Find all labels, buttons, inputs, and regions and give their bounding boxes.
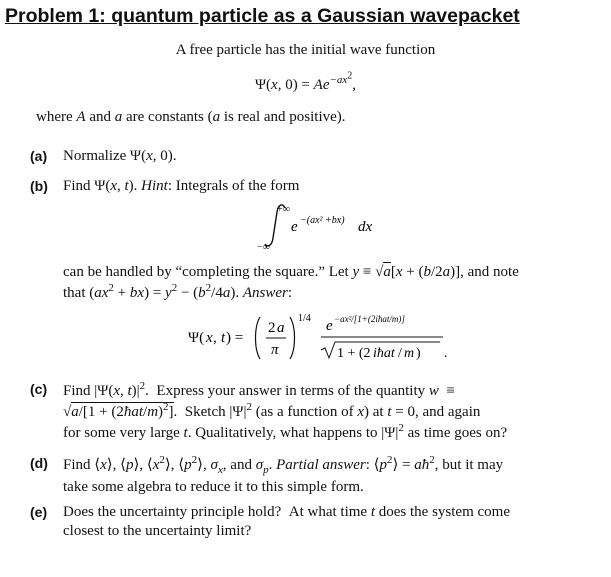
svg-text:e: e: [291, 219, 298, 235]
svg-text:m: m: [404, 346, 415, 361]
part-c-text: Find |Ψ(x, $t)|^2$. Express your answer in terms of the quantity w ≡ √a/[1 + (2ħat/m)$^2$]. Sketch $|\Psi|^2$ (as a function of x) at t = 0, and again for some very large t. Qualitatively, what happens to $|\Psi|^2$ as time goes on?: [63, 380, 508, 441]
svg-text:π: π: [271, 342, 279, 358]
svg-text:−(ax² +bx): −(ax² +bx): [300, 215, 345, 226]
svg-text:e: e: [326, 318, 333, 334]
svg-text:,: ,: [213, 330, 217, 346]
svg-text:) =: ) =: [226, 330, 244, 346]
part-b-followup-2: that $(ax^2 + bx) = y^2 - (b^2/4a)$. Answer:: [63, 282, 293, 301]
part-a-text: Normalize Ψ(x, 0).: [63, 148, 177, 164]
svg-text:2: 2: [268, 320, 276, 336]
intro-sentence: A free particle has the initial wave function: [175, 42, 436, 58]
svg-text:iħat: iħat: [373, 346, 395, 361]
part-e: [30, 503, 575, 541]
svg-text:.: .: [444, 346, 448, 361]
part-c: [30, 380, 575, 442]
page-title: Problem 1: quantum particle as a Gaussian wavepacket: [5, 5, 520, 27]
initial-wavefunction-equation: [0, 70, 611, 94]
part-d: [30, 454, 575, 497]
svg-text:1/4: 1/4: [298, 313, 311, 324]
part-b-text: Find Ψ(x, t). Hint: Integrals of the form: [63, 178, 300, 194]
svg-text:−ax²/[1+(2iħat/m)]: −ax²/[1+(2iħat/m)]: [334, 314, 405, 324]
part-e-text: Does the uncertainty principle hold? At what time t does the system come closest to the uncertainty limit?: [63, 504, 510, 539]
svg-text:/: /: [398, 346, 402, 361]
part-e-label: (e): [30, 504, 48, 520]
part-b-answer: [188, 309, 458, 365]
part-b-followup-1: can be handled by “completing the square.” Let y ≡ √a[x + (b/2a)], and note: [63, 264, 519, 280]
initial-equation-display: Ψ(x, $0) = Ae^{-ax^2}$,: [254, 70, 357, 93]
part-d-text: Find ⟨x⟩, ⟨p⟩, $⟨x^2⟩$, $⟨p^2⟩$, $\sigma_x$, and $\sigma_p$. Partial answer: $⟨p^2⟩$ = $aħ^2$, but it may take some algebra to reduce it to this simple form.: [63, 454, 504, 495]
svg-text:−∞: −∞: [257, 242, 270, 252]
constants-text: where A and a are constants (a is real and positive).: [36, 109, 346, 125]
part-a-label: (a): [30, 148, 48, 164]
part-d-label: (d): [30, 455, 48, 471]
svg-text:x: x: [206, 330, 213, 346]
svg-text:): ): [416, 346, 421, 361]
svg-text:+∞: +∞: [277, 204, 290, 215]
part-a: [30, 147, 575, 166]
part-b: [30, 177, 575, 196]
svg-text:dx: dx: [358, 219, 373, 235]
part-b-label: (b): [30, 178, 48, 194]
svg-text:Ψ(: Ψ(: [188, 330, 205, 346]
hint-integral: [253, 200, 393, 252]
svg-text:t: t: [221, 330, 226, 346]
svg-text:a: a: [277, 320, 285, 336]
svg-text:1 + (2: 1 + (2: [337, 346, 371, 361]
intro-text: [0, 41, 611, 60]
part-c-label: (c): [30, 381, 48, 397]
